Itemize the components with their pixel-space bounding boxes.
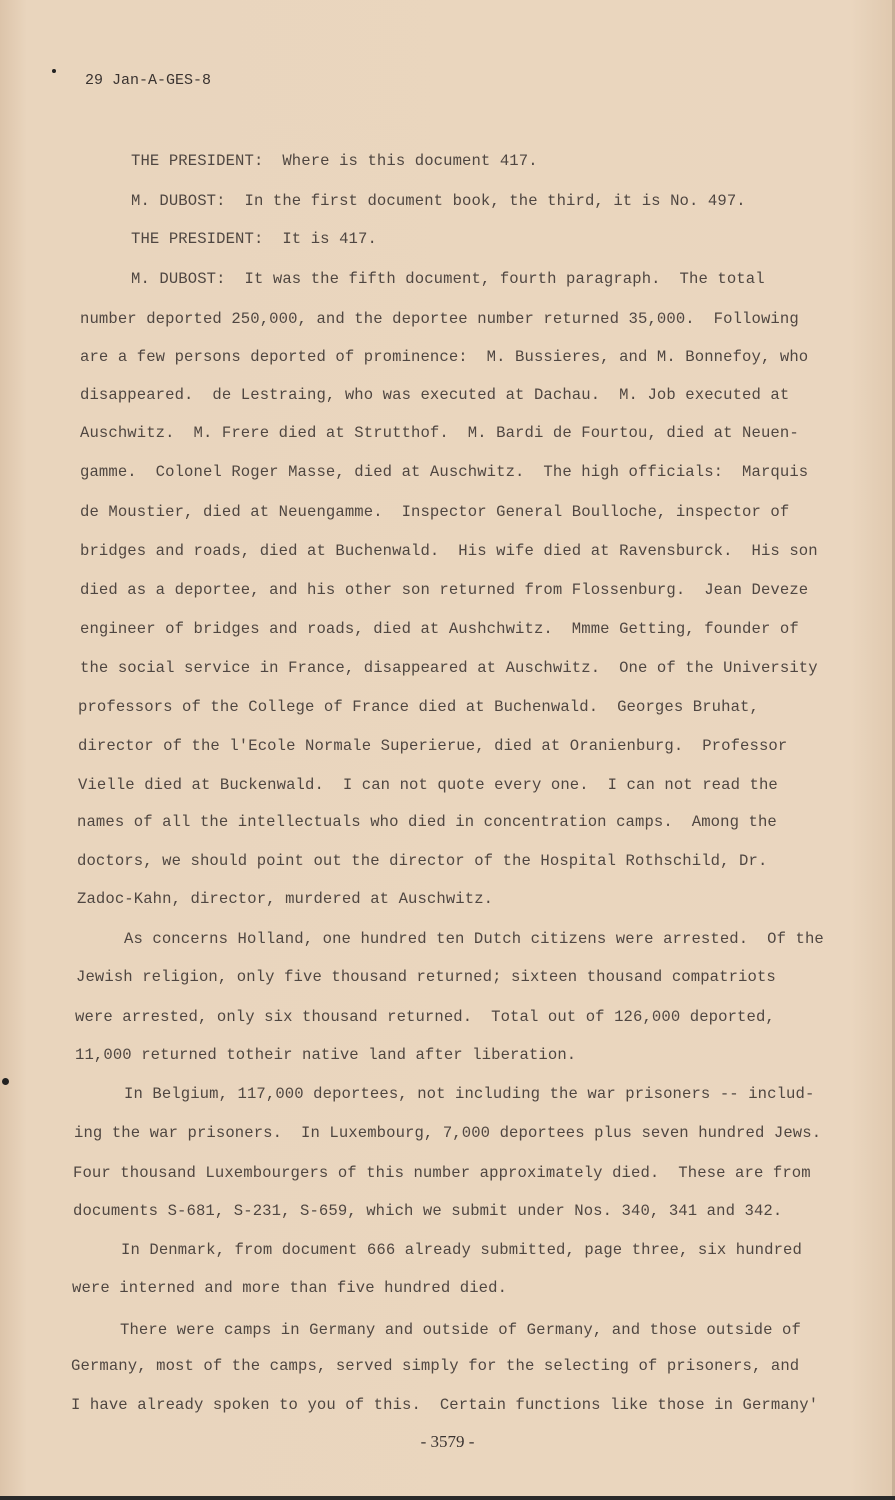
text-line: Vielle died at Buckenwald. I can not quote every one. I can not read the [78,776,778,794]
text-line: As concerns Holland, one hundred ten Dutch citizens were arrested. Of the [124,930,824,948]
text-line: de Moustier, died at Neuengamme. Inspector General Boulloche, inspector of [80,503,790,521]
document-header-code: 29 Jan-A-GES-8 [85,72,212,89]
text-line: Four thousand Luxembourgers of this number approximately died. These are from [73,1164,811,1182]
text-line: died as a deportee, and his other son returned from Flossenburg. Jean Deveze [80,581,809,599]
text-line: are a few persons deported of prominence: M. Bussieres, and M. Bonnefoy, who [80,348,809,366]
text-line: THE PRESIDENT: It is 417. [131,230,377,248]
text-line: were interned and more than five hundred died. [72,1279,508,1297]
text-line: There were camps in Germany and outside of Germany, and those outside of [120,1321,801,1339]
text-line: M. DUBOST: It was the fifth document, fourth paragraph. The total [131,270,765,288]
text-line: names of all the intellectuals who died in concentration camps. Among the [77,813,777,831]
text-line: M. DUBOST: In the first document book, the third, it is No. 497. [131,192,746,210]
text-line: Jewish religion, only five thousand returned; sixteen thousand compatriots [76,968,776,986]
text-line: bridges and roads, died at Buchenwald. His wife died at Ravensburck. His son [80,542,818,560]
text-line: gamme. Colonel Roger Masse, died at Auschwitz. The high officials: Marquis [80,463,809,481]
text-line: disappeared. de Lestraing, who was executed at Dachau. M. Job executed at [80,386,790,404]
punch-mark [52,69,56,73]
text-line: I have already spoken to you of this. Certain functions like those in Germany' [71,1396,819,1414]
text-line: In Belgium, 117,000 deportees, not including the war prisoners -- includ- [124,1085,815,1103]
punch-mark [2,1078,9,1085]
text-line: 11,000 returned totheir native land after liberation. [75,1046,577,1064]
text-line: Germany, most of the camps, served simply for the selecting of prisoners, and [71,1357,800,1375]
text-line: ing the war prisoners. In Luxembourg, 7,000 deportees plus seven hundred Jews. [74,1124,822,1142]
text-line: Auschwitz. M. Frere died at Strutthof. M. Bardi de Fourtou, died at Neuen- [80,424,799,442]
text-line: were arrested, only six thousand returned. Total out of 126,000 deported, [75,1008,775,1026]
page-bottom-edge [0,1496,895,1500]
text-line: number deported 250,000, and the deportee number returned 35,000. Following [80,310,799,328]
text-line: director of the l'Ecole Normale Superierue, died at Oranienburg. Professor [78,737,788,755]
text-line: doctors, we should point out the director of the Hospital Rothschild, Dr. [77,852,768,870]
text-line: In Denmark, from document 666 already submitted, page three, six hundred [121,1241,802,1259]
page-number: - 3579 - [420,1432,475,1451]
text-line: the social service in France, disappeared at Auschwitz. One of the University [80,659,818,677]
text-line: engineer of bridges and roads, died at Aushchwitz. Mmme Getting, founder of [80,620,799,638]
text-line: documents S-681, S-231, S-659, which we submit under Nos. 340, 341 and 342. [73,1202,783,1220]
text-line: THE PRESIDENT: Where is this document 417. [131,152,538,170]
text-line: professors of the College of France died at Buchenwald. Georges Bruhat, [78,698,759,716]
text-line: Zadoc-Kahn, director, murdered at Auschwitz. [77,890,494,908]
